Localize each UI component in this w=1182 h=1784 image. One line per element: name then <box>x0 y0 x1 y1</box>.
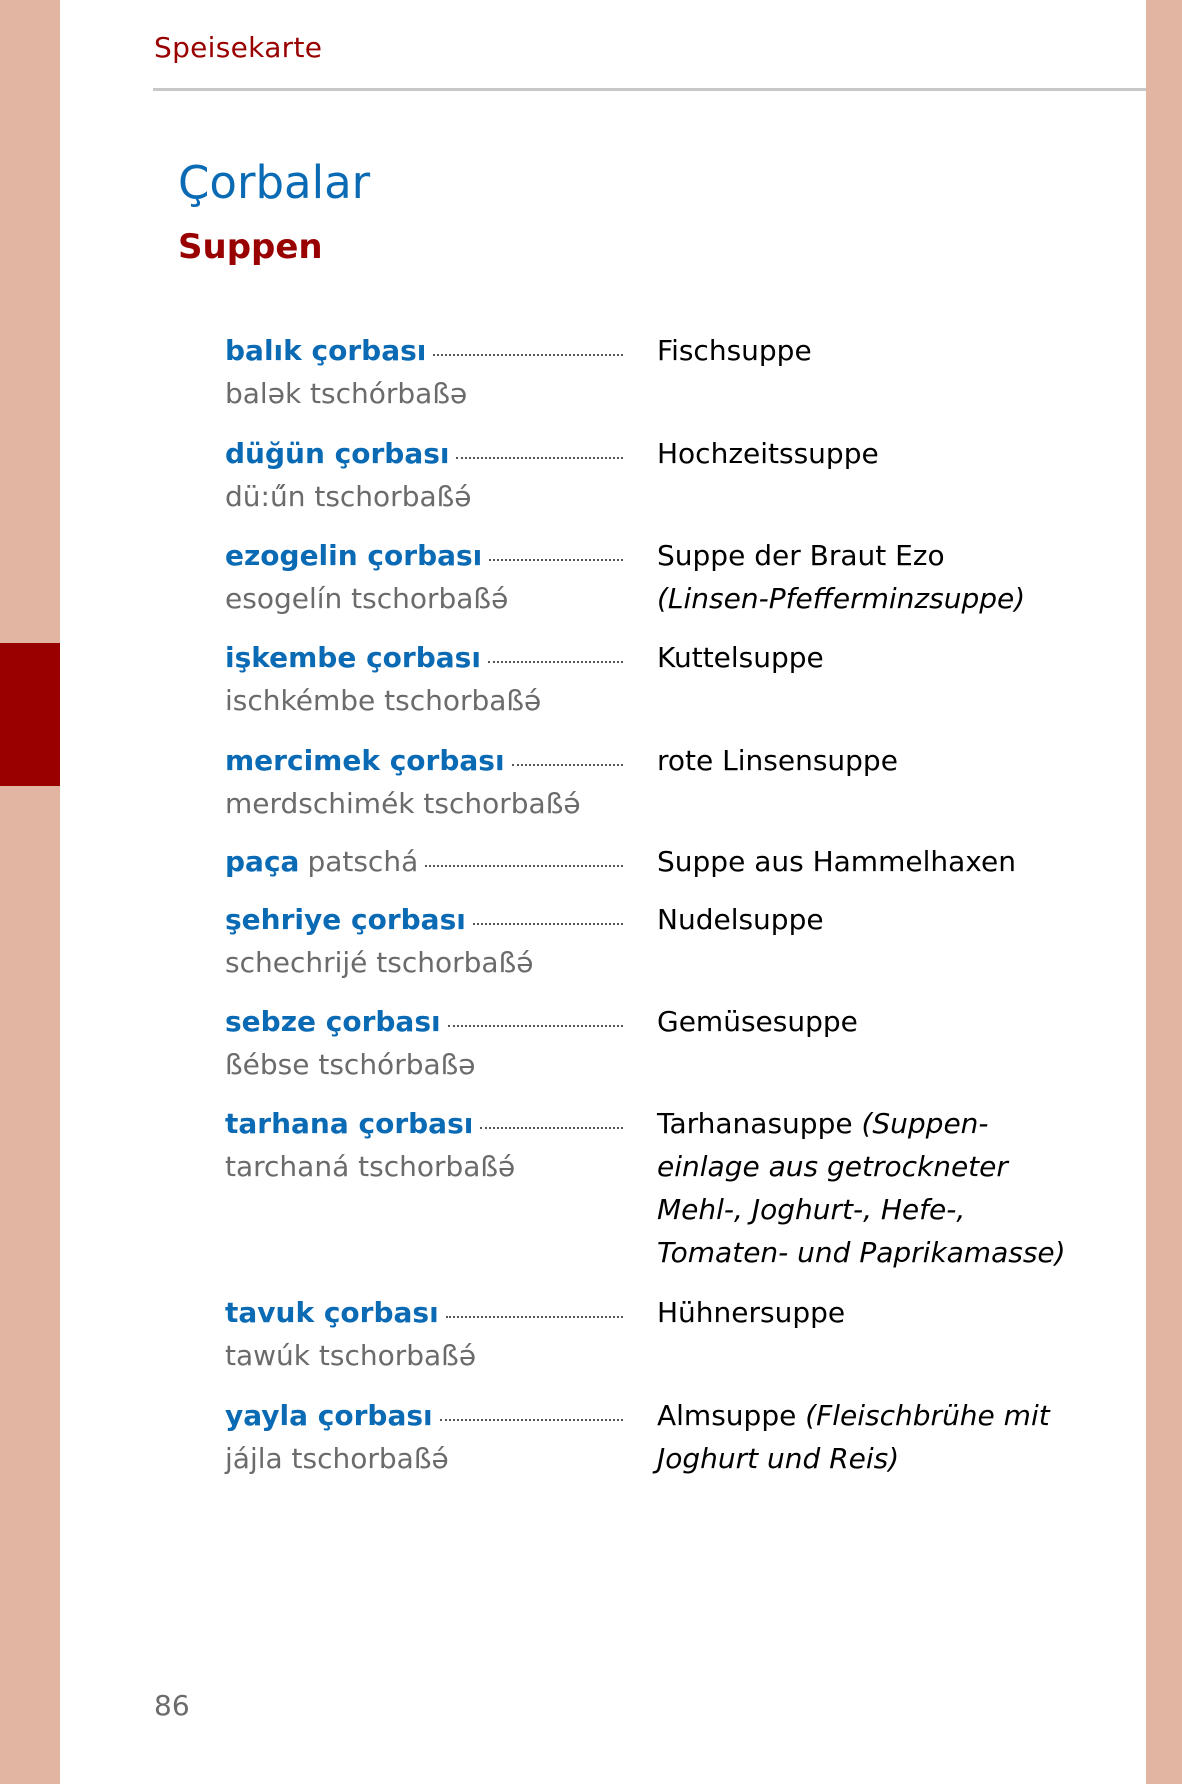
turkish-line <box>225 432 623 475</box>
turkish-line <box>225 636 623 679</box>
dotted-leader <box>425 863 623 867</box>
dotted-leader <box>433 352 623 356</box>
pronunciation: schechrijé tschorbaßə́ <box>225 946 534 979</box>
german-translation <box>657 739 1107 782</box>
german-translation <box>657 1394 1077 1480</box>
german-translation <box>657 432 1107 475</box>
dotted-leader <box>489 557 623 561</box>
german-term: Tarhanasuppe <box>657 1107 853 1140</box>
german-translation <box>657 636 1107 679</box>
pronunciation: dü:ű́n tschorbaßə́ <box>225 480 472 513</box>
german-term: Almsuppe <box>657 1399 797 1432</box>
turkish-term: şehriye çorbası <box>225 903 466 936</box>
turkish-term: düğün çorbası <box>225 437 450 470</box>
running-head: Speisekarte <box>154 31 323 64</box>
german-term: Hochzeitssuppe <box>657 437 879 470</box>
dotted-leader <box>456 455 623 459</box>
turkish-term: tavuk çorbası <box>225 1296 439 1329</box>
turkish-line <box>225 534 623 577</box>
turkish-term: yayla çorbası <box>225 1399 433 1432</box>
dotted-leader <box>473 921 623 925</box>
section-title-turkish: Çorbalar <box>178 156 371 209</box>
pronunciation: merdschimék tschorbaßə́ <box>225 787 581 820</box>
dotted-leader <box>448 1023 623 1027</box>
german-translation <box>657 840 1107 883</box>
pronunciation: ßébse tschórbaßə <box>225 1048 476 1081</box>
turkish-term: paça <box>225 845 300 878</box>
pronunciation: jájla tschorbaßə́ <box>225 1442 449 1475</box>
left-margin-strip <box>0 0 60 1784</box>
german-term: rote Linsensuppe <box>657 744 898 777</box>
german-translation <box>657 1291 1107 1334</box>
pronunciation: ischkémbe tschorbaßə́ <box>225 684 542 717</box>
header-rule <box>153 88 1146 91</box>
german-term: Suppe der Braut Ezo <box>657 539 945 572</box>
section-title-german: Suppen <box>178 227 323 267</box>
turkish-line <box>225 1000 623 1043</box>
turkish-line <box>225 739 623 782</box>
german-term: Suppe aus Hammelhaxen <box>657 845 1016 878</box>
turkish-line <box>225 898 623 941</box>
german-term: Hühnersuppe <box>657 1296 846 1329</box>
pronunciation: tawúk tschorbaßə́ <box>225 1339 477 1372</box>
german-note: (Linsen-Pfefferminzsuppe) <box>657 582 1026 615</box>
german-note: (Suppen-einlage aus getrockneter Mehl-, Joghurt-, Hefe-, Tomaten- und Paprikamasse) <box>657 1107 1066 1269</box>
pronunciation: patschá <box>307 845 419 878</box>
turkish-term: tarhana çorbası <box>225 1107 474 1140</box>
german-term: Nudelsuppe <box>657 903 824 936</box>
chapter-tab-marker <box>0 643 60 786</box>
dotted-leader <box>512 762 623 766</box>
pronunciation: tarchaná tschorbaßə́ <box>225 1150 516 1183</box>
pronunciation: esogelín tschorbaßə́ <box>225 582 509 615</box>
right-margin-strip <box>1146 0 1182 1784</box>
german-translation <box>657 329 1107 372</box>
dotted-leader <box>446 1314 623 1318</box>
turkish-term: işkembe çorbası <box>225 641 481 674</box>
german-term: Fischsuppe <box>657 334 812 367</box>
german-note: (Fleischbrühe mit Joghurt und Reis) <box>657 1399 1050 1475</box>
turkish-term: sebze çorbası <box>225 1005 441 1038</box>
pronunciation: balək tschórbaßə <box>225 377 468 410</box>
german-translation <box>657 534 1107 620</box>
dotted-leader <box>480 1125 623 1129</box>
dotted-leader <box>440 1417 623 1421</box>
turkish-term: mercimek çorbası <box>225 744 505 777</box>
turkish-line <box>225 329 623 372</box>
german-translation <box>657 898 1107 941</box>
turkish-term: ezogelin çorbası <box>225 539 483 572</box>
turkish-line <box>225 1102 623 1145</box>
german-term: Kuttelsuppe <box>657 641 824 674</box>
german-translation <box>657 1102 1087 1274</box>
german-term: Gemüsesuppe <box>657 1005 858 1038</box>
turkish-line <box>225 1394 623 1437</box>
page-number: 86 <box>154 1689 190 1722</box>
turkish-line <box>225 840 623 883</box>
german-translation <box>657 1000 1107 1043</box>
turkish-line <box>225 1291 623 1334</box>
dotted-leader <box>488 659 623 663</box>
turkish-term: balık çorbası <box>225 334 427 367</box>
